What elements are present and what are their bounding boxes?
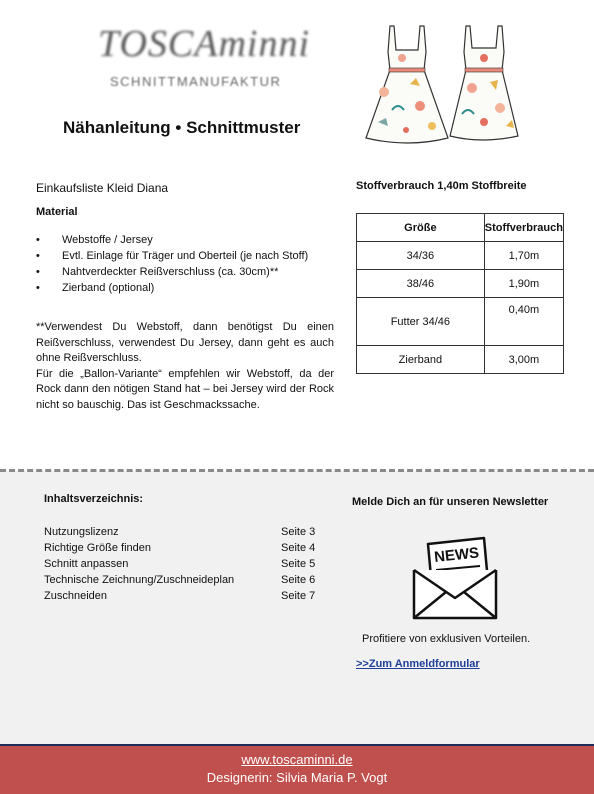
newsletter-title: Melde Dich an für unseren Newsletter bbox=[352, 496, 549, 508]
newsletter-signup-link[interactable]: >>Zum Anmeldformular bbox=[356, 658, 480, 670]
material-list bbox=[36, 232, 308, 296]
toc-page: Seite 5 bbox=[281, 558, 316, 570]
shopping-list-title: Einkaufsliste Kleid Diana bbox=[36, 181, 169, 195]
dashed-divider bbox=[0, 469, 594, 472]
toc-label: Zuschneiden bbox=[44, 590, 107, 602]
table-cell: Zierband bbox=[357, 346, 485, 374]
table-header-row bbox=[357, 214, 564, 242]
table-cell: 1,70m bbox=[484, 242, 563, 270]
toc-page: Seite 7 bbox=[281, 590, 316, 602]
toc-entry[interactable] bbox=[44, 524, 324, 540]
news-icon-label: NEWS bbox=[433, 544, 480, 567]
toc-entry[interactable] bbox=[44, 588, 324, 604]
toc-entry[interactable] bbox=[44, 572, 324, 588]
column-header: Größe bbox=[357, 214, 485, 242]
table-row bbox=[357, 298, 564, 346]
brand-logo: TOSCAminni bbox=[98, 23, 311, 65]
toc-label: Nutzungslizenz bbox=[44, 526, 119, 538]
note-paragraph: Für die „Ballon-Variante“ empfehlen wir Webstoff, da der Rock dann den nötigen Stand hat – bei Jersey wird der Rock nicht so bauschig. Das ist Geschmackssache. bbox=[36, 367, 334, 411]
toc-page: Seite 4 bbox=[281, 542, 316, 554]
table-row bbox=[357, 346, 564, 374]
footer-website-link[interactable]: www.toscaminni.de bbox=[241, 752, 353, 767]
footer-designer: Designerin: Silvia Maria P. Vogt bbox=[206, 770, 388, 785]
list-item: • Webstoffe / Jersey bbox=[36, 232, 308, 248]
table-cell: 34/36 bbox=[357, 242, 485, 270]
table-row bbox=[357, 242, 564, 270]
table-cell: 1,90m bbox=[484, 270, 563, 298]
table-cell: 38/46 bbox=[357, 270, 485, 298]
dress-illustration bbox=[362, 22, 522, 148]
list-item: • Zierband (optional) bbox=[36, 280, 308, 296]
lower-panel bbox=[0, 471, 594, 744]
table-row bbox=[357, 270, 564, 298]
fabric-table bbox=[356, 213, 564, 374]
brand-tagline: SCHNITTMANUFAKTUR bbox=[110, 74, 282, 89]
newsletter-envelope-icon bbox=[408, 530, 502, 624]
newsletter-benefit: Profitiere von exklusiven Vorteilen. bbox=[362, 633, 531, 645]
table-cell: 0,40m bbox=[484, 298, 563, 346]
toc-label: Richtige Größe finden bbox=[44, 542, 151, 554]
note-paragraph: **Verwendest Du Webstoff, dann benötigst Du einen Reißverschluss, verwendest Du Jersey, dann geht es auch ohne Reißverschluss. bbox=[36, 321, 334, 364]
fabric-consumption-title: Stoffverbrauch 1,40m Stoffbreite bbox=[356, 180, 527, 192]
dress-front bbox=[366, 26, 448, 143]
material-heading: Material bbox=[36, 206, 78, 218]
toc-page: Seite 6 bbox=[281, 574, 316, 586]
toc-entry[interactable] bbox=[44, 540, 324, 556]
table-of-contents bbox=[44, 524, 324, 604]
material-notes bbox=[36, 320, 334, 413]
list-item: • Nahtverdeckter Reißverschluss (ca. 30cm)** bbox=[36, 264, 308, 280]
dress-back bbox=[450, 26, 518, 140]
table-cell: 3,00m bbox=[484, 346, 563, 374]
toc-title: Inhaltsverzeichnis: bbox=[44, 493, 144, 505]
document-title: Nähanleitung • Schnittmuster bbox=[63, 118, 301, 137]
list-item: • Evtl. Einlage für Träger und Oberteil (je nach Stoff) bbox=[36, 248, 308, 264]
table-cell: Futter 34/46 bbox=[357, 298, 485, 346]
toc-label: Technische Zeichnung/Zuschneideplan bbox=[44, 574, 235, 586]
column-header: Stoffverbrauch bbox=[484, 214, 563, 242]
toc-label: Schnitt anpassen bbox=[44, 558, 129, 570]
toc-page: Seite 3 bbox=[281, 526, 316, 538]
toc-entry[interactable] bbox=[44, 556, 324, 572]
